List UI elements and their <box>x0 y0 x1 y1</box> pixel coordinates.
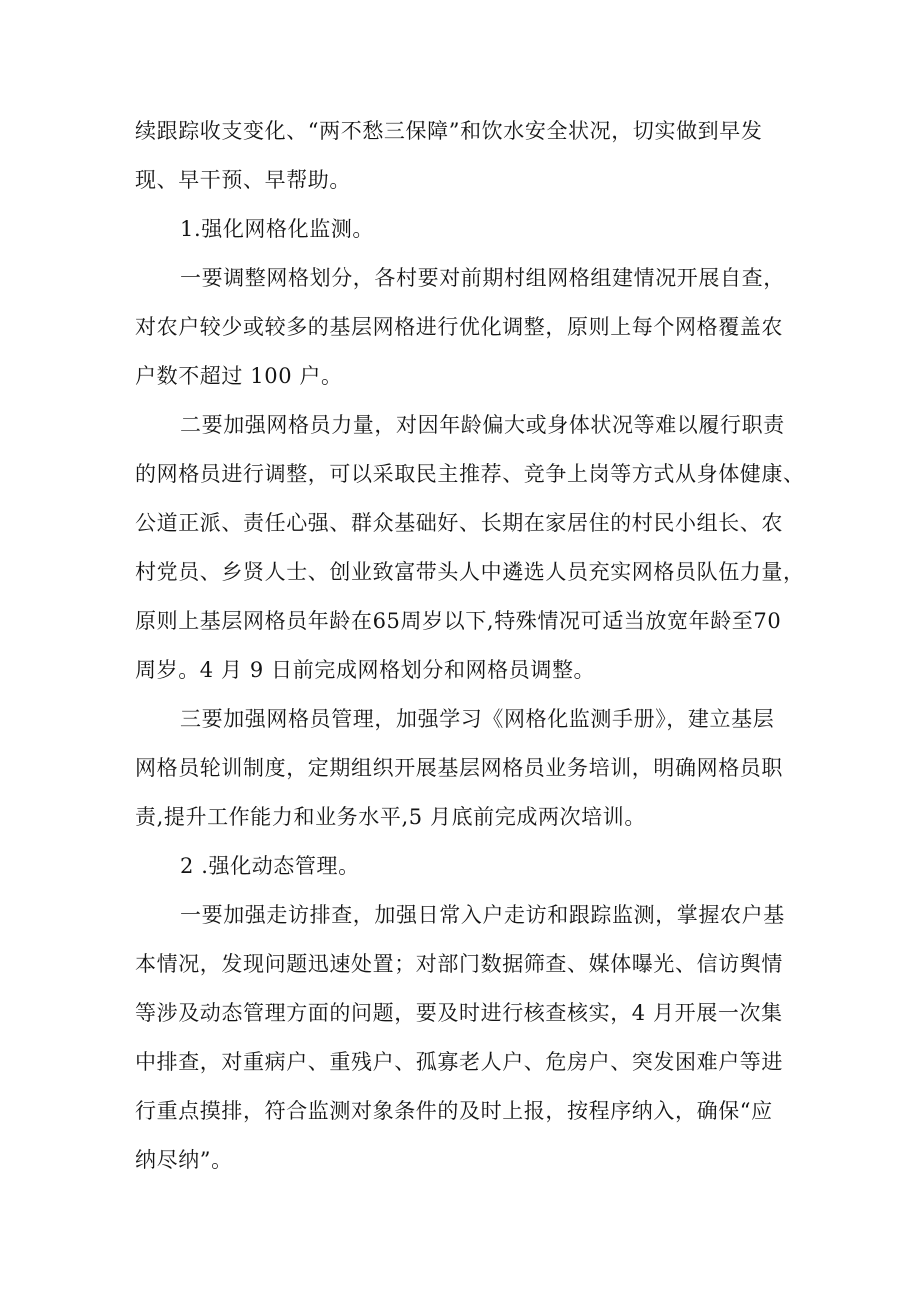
body-text-line: 原则上基层网格员年龄在65周岁以下,特殊情况可适当放宽年龄至70 <box>135 609 782 633</box>
body-text-line: 的网格员进行调整，可以采取民主推荐、竞争上岗等方式从身体健康、 <box>135 462 805 486</box>
section-heading: 1.强化网格化监测。 <box>180 217 375 241</box>
body-text-line: 一要调整网格划分，各村要对前期村组网格组建情况开展自查， <box>180 266 785 290</box>
body-text-line: 纳尽纳”。 <box>135 1148 233 1172</box>
section-heading: 2 .强化动态管理。 <box>180 854 360 878</box>
body-text-line: 一要加强走访排查，加强日常入户走访和跟踪监测，掌握农户基 <box>180 903 785 927</box>
body-text-line: 等涉及动态管理方面的问题，要及时进行核查核实，4 月开展一次集 <box>135 1001 783 1025</box>
body-text-line: 周岁。4 月 9 日前完成网格划分和网格员调整。 <box>135 658 596 682</box>
body-text-line: 户数不超过 100 户。 <box>135 364 343 388</box>
body-text-line: 二要加强网格员力量，对因年龄偏大或身体状况等难以履行职责 <box>180 413 785 437</box>
body-text-line: 现、早干预、早帮助。 <box>135 168 351 192</box>
body-text-line: 网格员轮训制度，定期组织开展基层网格员业务培训，明确网格员职 <box>135 756 783 780</box>
body-text-line: 续跟踪收支变化、“两不愁三保障”和饮水安全状况，切实做到早发 <box>135 119 763 143</box>
body-text-line: 中排查，对重病户、重残户、孤寡老人户、危房户、突发困难户等进 <box>135 1050 783 1074</box>
body-text-line: 公道正派、责任心强、群众基础好、长期在家居住的村民小组长、农 <box>135 511 783 535</box>
body-text-line: 行重点摸排，符合监测对象条件的及时上报，按程序纳入，确保“应 <box>135 1099 773 1123</box>
body-text-line: 本情况，发现问题迅速处置；对部门数据筛查、媒体曝光、信访舆情 <box>135 952 783 976</box>
body-text-line: 责,提升工作能力和业务水平,5 月底前完成两次培训。 <box>135 805 646 829</box>
body-text-line: 对农户较少或较多的基层网格进行优化调整，原则上每个网格覆盖农 <box>135 315 783 339</box>
body-text-line: 村党员、乡贤人士、创业致富带头人中遴选人员充实网格员队伍力量， <box>135 560 805 584</box>
body-text-line: 三要加强网格员管理，加强学习《网格化监测手册》，建立基层 <box>180 707 775 731</box>
